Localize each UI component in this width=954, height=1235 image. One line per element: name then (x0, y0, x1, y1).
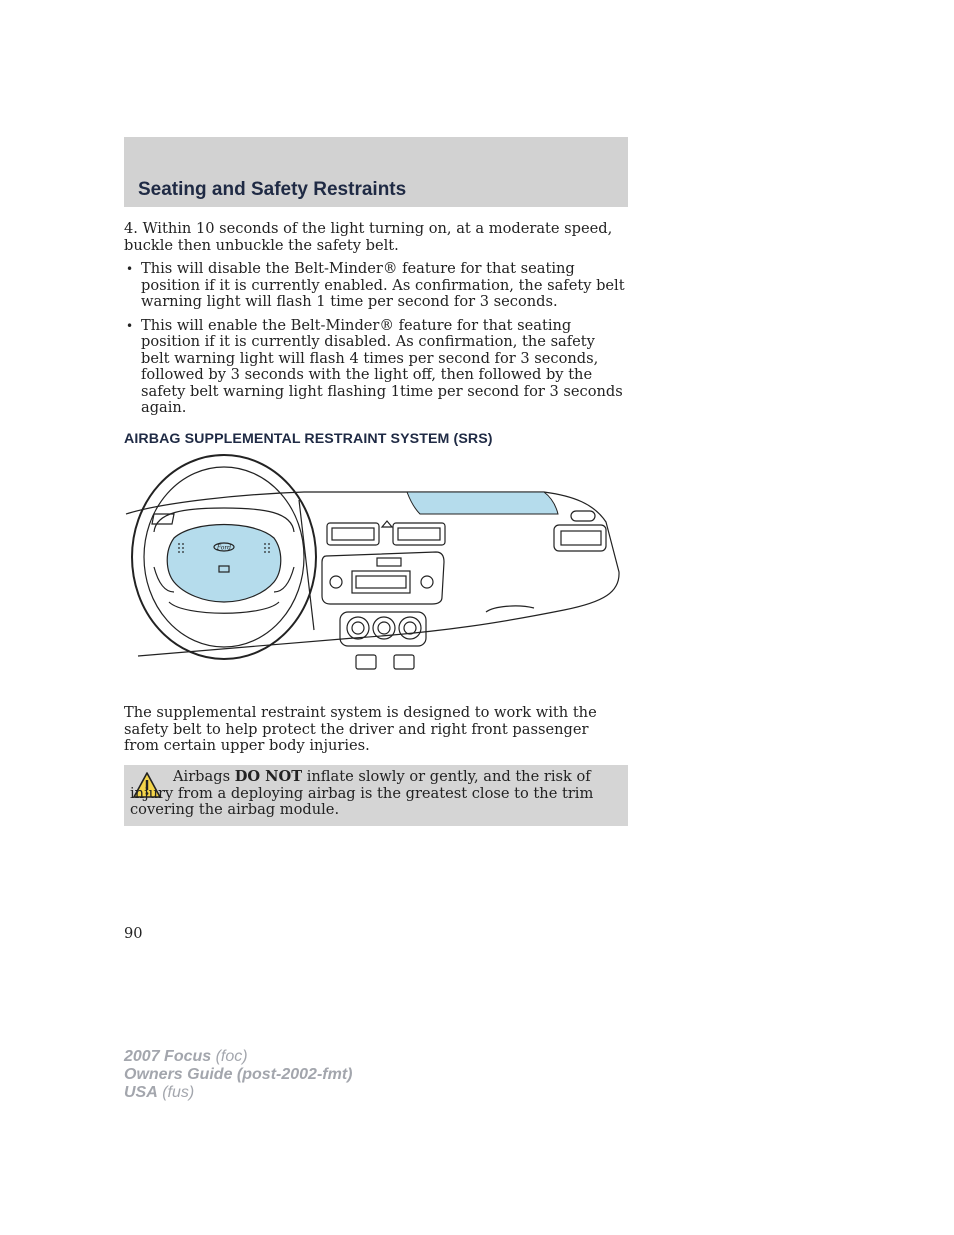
instructions-block (124, 221, 628, 447)
ford-logo-text: Ford (216, 544, 232, 552)
page-number: 90 (124, 925, 143, 942)
step-4-text: 4. Within 10 seconds of the light turning on, at a moderate speed, buckle then unbuckle the safety belt. (124, 220, 613, 254)
footer-market-code: (fus) (157, 1084, 195, 1101)
srs-description: The supplemental restraint system is designed to work with the safety belt to help protect the driver and right front passenger from certain upper body injuries. (124, 704, 597, 754)
driver-airbag-cover (167, 525, 281, 603)
passenger-airbag-panel (407, 492, 558, 514)
section-header-band (124, 137, 628, 207)
footer-line-model (124, 1048, 352, 1066)
bullet-marker: • (126, 262, 134, 276)
dashboard-drawing (124, 452, 628, 688)
footer-guide: Owners Guide (post-2002-fmt) (124, 1066, 353, 1083)
confirmation-list (124, 261, 628, 417)
list-item (124, 318, 628, 417)
list-item (124, 261, 628, 311)
warning-suffix: inflate slowly or gently, and the risk of injury from a deploying airbag is the greatest close to the trim covering the airbag module. (130, 768, 594, 818)
footer-model-code: (foc) (211, 1048, 248, 1065)
bullet-marker: • (126, 318, 134, 333)
warning-emphasis: DO NOT (234, 768, 303, 785)
footer-model: 2007 Focus (124, 1048, 212, 1065)
warning-text (130, 769, 622, 819)
bullet-text: This will disable the Belt-Minder® feature for that seating position if it is currently enabled. As confirmation, the safety belt warning light will flash 1 time per second for 3 seconds. (141, 260, 625, 310)
section-title: Seating and Safety Restraints (138, 179, 407, 200)
document-footer (124, 1048, 352, 1102)
footer-market: USA (124, 1084, 158, 1101)
warning-notice (124, 765, 628, 826)
warning-prefix: Airbags (173, 768, 235, 785)
dashboard-airbag-illustration (124, 452, 628, 688)
footer-line-market (124, 1084, 352, 1102)
bullet-text: This will enable the Belt-Minder® feature for that seating position if it is currently disabled. As confirmation, the safety belt warning light will flash 4 times per second for 3 seconds, followed by 3 seconds with the light off, then followed by the safety belt warning light flashing 1time per second for 3 seconds again. (141, 316, 623, 416)
srs-heading: AIRBAG SUPPLEMENTAL RESTRAINT SYSTEM (SRS) (124, 430, 493, 447)
